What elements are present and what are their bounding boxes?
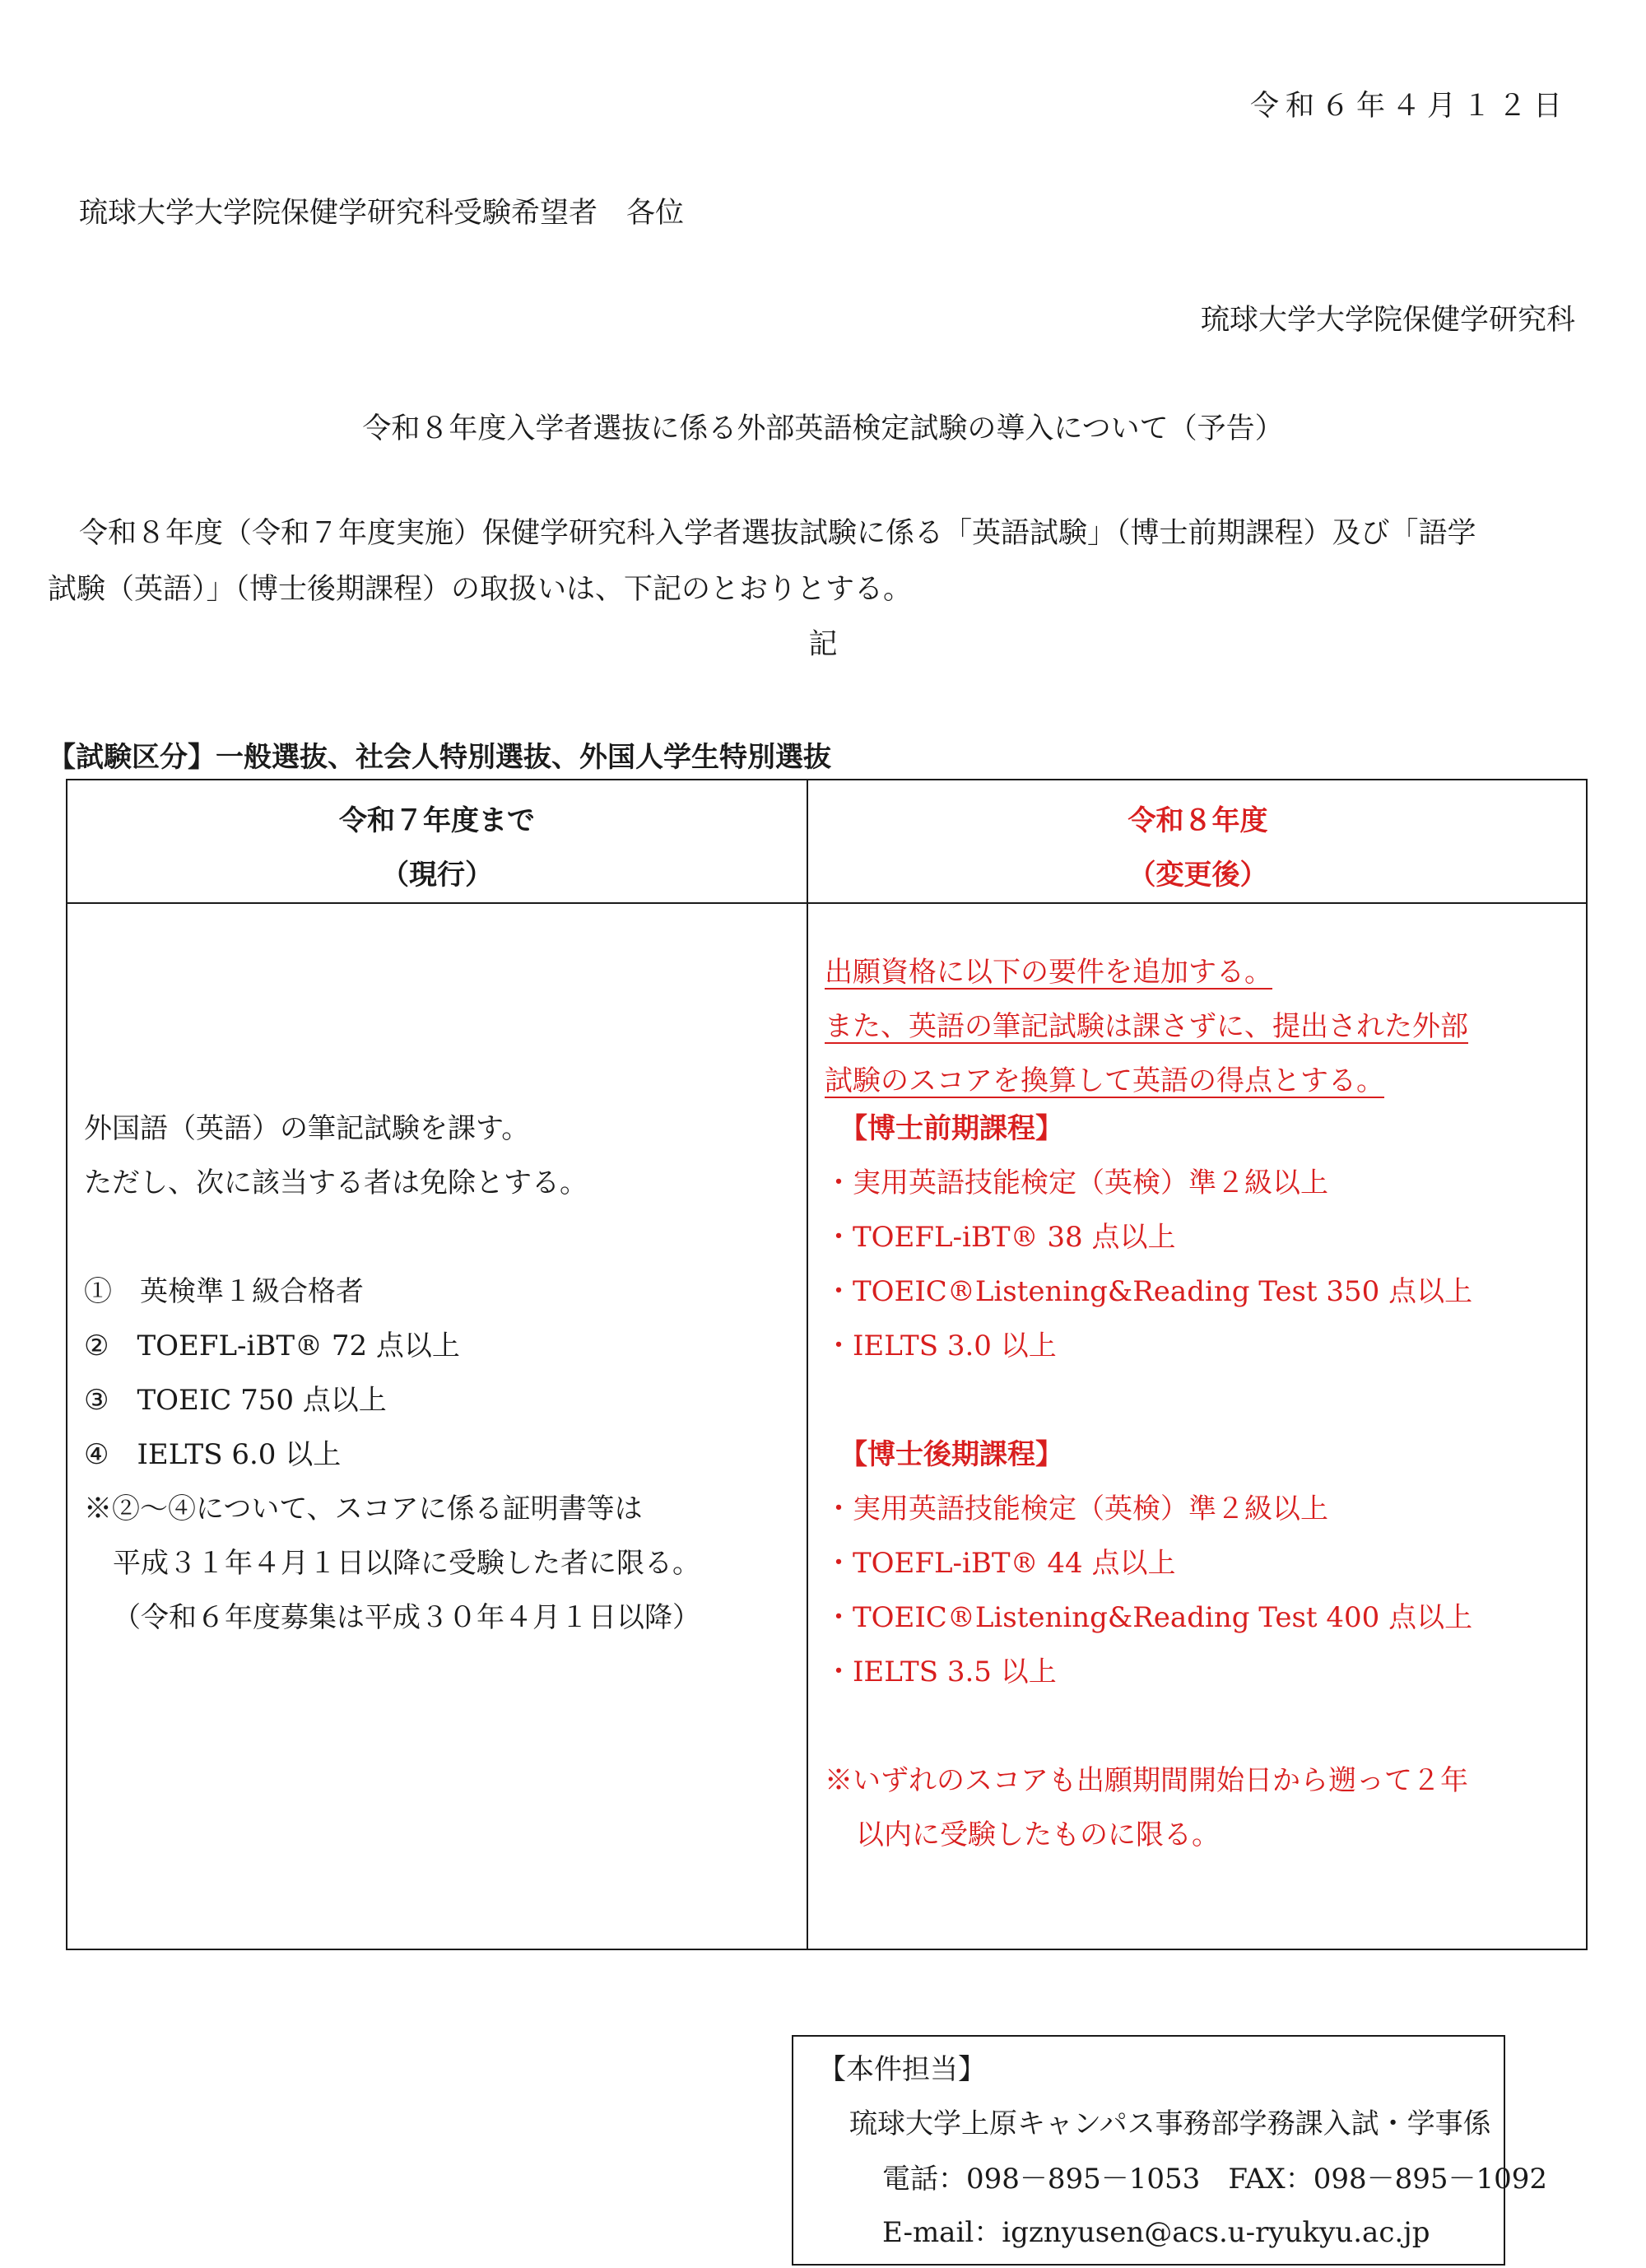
current-exemption-list	[84, 1264, 460, 1482]
note-line: 以内に受験したものに限る。	[856, 1819, 1220, 1851]
header-new-label: （変更後）	[1128, 859, 1268, 892]
ki-marker: 記	[808, 628, 838, 661]
note-line: 平成３１年４月１日以降に受験した者に限る。	[113, 1547, 700, 1580]
doctor-course-title: 【博士後期課程】	[839, 1438, 1063, 1471]
note-line: ※②～④について、スコアに係る証明書等は	[84, 1493, 643, 1525]
note-line: ※いずれのスコアも出願期間開始日から遡って２年	[825, 1764, 1468, 1797]
new-intro-line: 出願資格に以下の要件を追加する。	[825, 956, 1272, 989]
list-item: ・IELTS 3.0 以上	[825, 1330, 1057, 1362]
list-item: ・実用英語技能検定（英検）準２級以上	[825, 1493, 1328, 1525]
header-current-year: 令和７年度まで	[339, 804, 535, 837]
new-note	[825, 1753, 1468, 1862]
contact-office: 琉球大学上原キャンパス事務部学務課入試・学事係	[849, 2107, 1491, 2140]
list-item: ② TOEFL-iBT® 72 点以上	[84, 1330, 460, 1362]
header-new-year: 令和８年度	[1128, 804, 1268, 837]
table-header-divider	[67, 902, 1586, 904]
doctor-course-requirements	[825, 1427, 1472, 1699]
master-course-requirements	[825, 1101, 1472, 1373]
contact-email: E-mail：igznyusen@acs.u-ryukyu.ac.jp	[882, 2216, 1430, 2249]
contact-phone: 電話：098－895－1053 FAX：098－895－1092	[882, 2163, 1548, 2196]
list-item: ・TOEFL-iBT® 44 点以上	[825, 1547, 1176, 1580]
note-line: （令和６年度募集は平成３０年４月１日以降）	[113, 1601, 700, 1634]
list-item: ・TOEIC®Listening&Reading Test 400 点以上	[825, 1601, 1473, 1634]
current-intro-line: ただし、次に該当する者は免除とする。	[84, 1167, 588, 1199]
list-item: ③ TOEIC 750 点以上	[84, 1384, 387, 1417]
master-course-title: 【博士前期課程】	[839, 1112, 1063, 1145]
intro-line-2: 試験（英語）」（博士後期課程）の取扱いは、下記のとおりとする。	[48, 573, 913, 606]
sender: 琉球大学大学院保健学研究科	[1200, 304, 1575, 337]
header-new	[808, 794, 1588, 902]
new-intro	[825, 945, 1468, 1108]
document-date: 令和６年４月１２日	[1249, 90, 1569, 123]
list-item: ・TOEIC®Listening&Reading Test 350 点以上	[825, 1275, 1473, 1308]
intro-line-1: 令和８年度（令和７年度実施）保健学研究科入学者選抜試験に係る「英語試験」（博士前期課程）及び「語学	[79, 517, 1476, 550]
header-current-label: （現行）	[381, 859, 493, 892]
addressee: 琉球大学大学院保健学研究科受験希望者 各位	[79, 197, 685, 230]
list-item: ① 英検準１級合格者	[84, 1275, 364, 1308]
list-item: ・TOEFL-iBT® 38 点以上	[825, 1221, 1176, 1254]
current-intro	[84, 1101, 588, 1210]
list-item: ・IELTS 3.5 以上	[825, 1656, 1057, 1688]
comparison-table	[66, 779, 1588, 1950]
exam-category-heading: 【試験区分】一般選抜、社会人特別選抜、外国人学生特別選抜	[48, 741, 831, 774]
contact-box	[792, 2035, 1548, 2266]
current-intro-line: 外国語（英語）の筆記試験を課す。	[84, 1112, 530, 1145]
document-title: 令和８年度入学者選抜に係る外部英語検定試験の導入について（予告）	[362, 412, 1284, 445]
contact-title: 【本件担当】	[818, 2053, 986, 2086]
new-intro-line: また、英語の筆記試験は課さずに、提出された外部	[825, 1010, 1468, 1043]
new-intro-line: 試験のスコアを換算して英語の得点とする。	[825, 1064, 1384, 1097]
header-current	[67, 794, 807, 902]
current-note	[84, 1482, 700, 1645]
table-column-divider	[807, 780, 808, 1949]
list-item: ④ IELTS 6.0 以上	[84, 1438, 342, 1471]
list-item: ・実用英語技能検定（英検）準２級以上	[825, 1167, 1328, 1199]
